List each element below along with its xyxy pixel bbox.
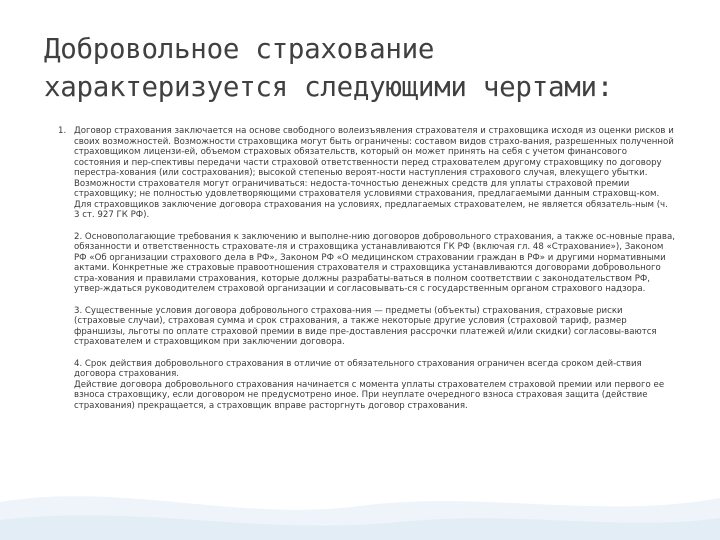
decorative-wave-band (0, 462, 720, 540)
list-marker: 1. (58, 126, 67, 136)
title-line-2: характеризуется следующими чертами: (44, 71, 613, 103)
list-item-2 (52, 232, 676, 295)
item-paragraph: Договор страхования заключается на основе свободного волеизъявления страхователя и страховщика исходя из оценки рисков и своих возможностей. Возможности страховщика могут быть ограничены: составом видов страхо-вания, разрешенных полученной страховщиком лицензи-ей, объемом страховых обязательств, который он может принять на себя с учетом финансового состояния и пер-спективы передачи части страховой ответственности перед страхователем другому страховщику по договору перестра-хования (или сострахования); высокой степенью вероят-ности наступления страхового случая, влекущего убытки. Возможности страхователя могут ограничиваться: недоста-точностью денежных средств для уплаты страховой премии страховщику; не полностью удовлетворяющими страхователя условиями страхования, предлагаемыми данным страховщ-ком. Для страховщиков заключение договора страхования на условиях, предлагаемых страхователем, не является обязатель-ным (ч. 3 ст. 927 ГК РФ). (74, 126, 674, 220)
list-item-4 (52, 359, 676, 412)
item-paragraph: 2. Основополагающие требования к заключению и выполне-нию договоров добровольного страхования, а также ос-новные права, обязанности и ответственность страховате-ля и страховщика устанавливаются ГК РФ (включая гл. 48 «Страхование»), Законом РФ «Об организации страхового дела в РФ», Законом РФ «О медицинском страховании граждан в РФ» и другими нормативными актами. Конкретные же страховые правоотношения страхователя и страховщика устанавливаются договорами добровольного стра-хования и правилами страхования, которые должны разрабаты-ваться в полном соответствии с законодательством РФ, утвер-ждаться руководителем страховой организации и согласовывать-ся с государственным органом страхового надзора. (74, 231, 675, 294)
slide-title (44, 30, 704, 106)
list-item-1 (52, 126, 676, 221)
item-paragraph: 3. Существенные условия договора добровольного страхова-ния — предметы (объекты) страхования, страховые риски (страховые случаи), страховая сумма и срок страхования, а также некоторые другие условия (страховой тариф, размер франшизы, льготы по оплате страховой премии в виде пре-доставления рассрочки платежей и/или скидки) согласовы-ваются страхователем и страховщиком при заключении договора. (74, 305, 657, 347)
title-line-1: Добровольное страхование (44, 33, 435, 65)
item-paragraph: Действие договора добровольного страхования начинается с момента уплаты страхователем страховой премии или первого ее взноса страховщику, если договором не предусмотрено иное. При неуплате очередного взноса страховая защита (действие страхования) прекращается, а страховщик вправе расторгнуть договор страхования. (74, 379, 665, 411)
slide-body (52, 126, 676, 422)
item-paragraph: 4. Срок действия добровольного страхования в отличие от обязательного страхования ограничен всегда сроком дей-ствия договора страхования. (74, 358, 642, 379)
list-item-3 (52, 306, 676, 348)
